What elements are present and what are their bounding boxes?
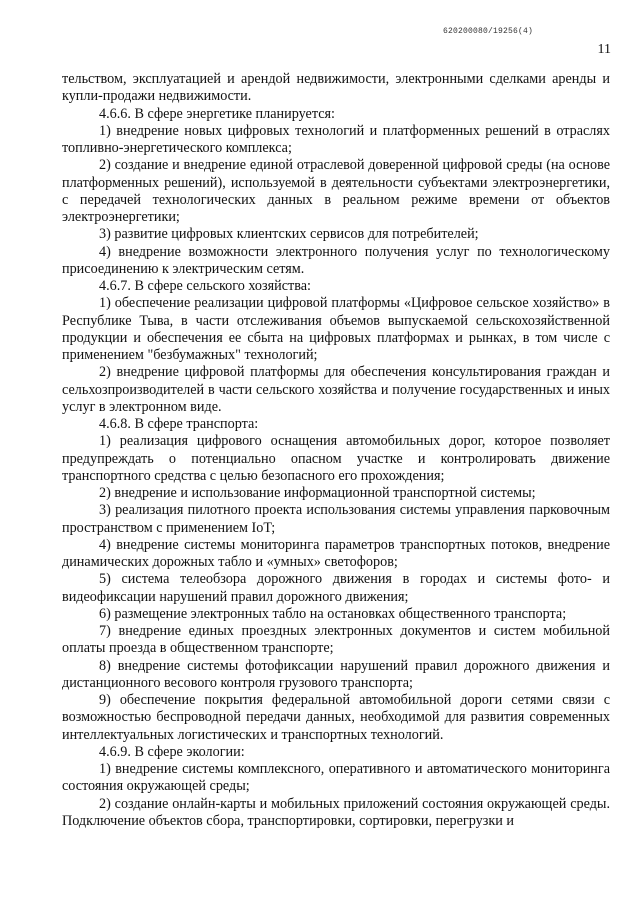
list-item: 3) развитие цифровых клиентских сервисов для потребителей;: [99, 226, 479, 243]
list-item: 7) внедрение единых проездных электронных документов и систем мобильной оплаты проезда в общественном транспорте;: [62, 623, 610, 657]
document-id: 620200080/19256(4): [442, 27, 533, 36]
list-item: 1) обеспечение реализации цифровой платформы «Цифровое сельское хозяйство» в Республике Тыва, в части отслеживания объемов выпускаемой сельскохозяйственной продукции и обеспечения ее сбыта на цифровых платформах и рынках, в том числе с применением "безбумажных" технологий;: [62, 295, 610, 363]
list-item: 8) внедрение системы фотофиксации нарушений правил дорожного движения и дистанционного весового контроля грузового транспорта;: [62, 657, 610, 691]
list-item: 3) реализация пилотного проекта использования системы управления парковочным пространством с применением IoT;: [62, 502, 610, 536]
list-item: 1) внедрение новых цифровых технологий и платформенных решений в отраслях топливно-энергетического комплекса;: [62, 122, 610, 156]
section-heading-transport: 4.6.8. В сфере транспорта:: [99, 416, 259, 432]
list-item: 2) внедрение и использование информационной транспортной системы;: [99, 485, 536, 501]
paragraph-continuation: тельством, эксплуатацией и арендой недвижимости, электронными сделками аренды и купли-продажи недвижимости.: [62, 71, 610, 105]
list-item: 2) создание онлайн-карты и мобильных приложений состояния окружающей среды. Подключение объектов сбора, транспортировки, сортировки, перегрузки и: [62, 795, 610, 829]
list-item: 4) внедрение системы мониторинга параметров транспортных потоков, внедрение динамических дорожных табло и «умных» светофоров;: [62, 536, 610, 570]
page-number: 11: [597, 42, 611, 57]
document-body: [62, 71, 610, 830]
list-item: 1) внедрение системы комплексного, оперативного и автоматического мониторинга состояния окружающей среды;: [62, 761, 610, 795]
section-heading-agriculture: 4.6.7. В сфере сельского хозяйства:: [99, 278, 311, 294]
list-item: 6) размещение электронных табло на остановках общественного транспорта;: [99, 605, 567, 622]
section-heading-energy: 4.6.6. В сфере энергетике планируется:: [99, 105, 335, 122]
section-heading-ecology: 4.6.9. В сфере экологии:: [99, 743, 245, 760]
list-item: 2) внедрение цифровой платформы для обеспечения консультирования граждан и сельхозпроизводителей в части сельского хозяйства и получение государственных и иных услуг в электронном виде.: [62, 364, 610, 415]
list-item: 5) система телеобзора дорожного движения в городах и системы фото- и видеофиксации нарушений правил дорожного движения;: [62, 571, 610, 605]
list-item: 2) создание и внедрение единой отраслевой доверенной цифровой среды (на основе платформенных решений), используемой в деятельности субъектами электроэнергетики, с передачей технологических данных в реальном режиме времени от объектов электроэнергетики;: [62, 157, 610, 225]
list-item: 1) реализация цифрового оснащения автомобильных дорог, которое позволяет предупреждать о потенциально опасном участке и контролировать движение транспортного средства с целью безопасного его прохождения;: [62, 433, 610, 484]
list-item: 4) внедрение возможности электронного получения услуг по технологическому присоединению к электрическим сетям.: [62, 243, 610, 277]
list-item: 9) обеспечение покрытия федеральной автомобильной дороги сетями связи с возможностью беспроводной передачи данных, необходимой для развития современных интеллектуальных логистических и транспортных технологий.: [62, 692, 610, 743]
